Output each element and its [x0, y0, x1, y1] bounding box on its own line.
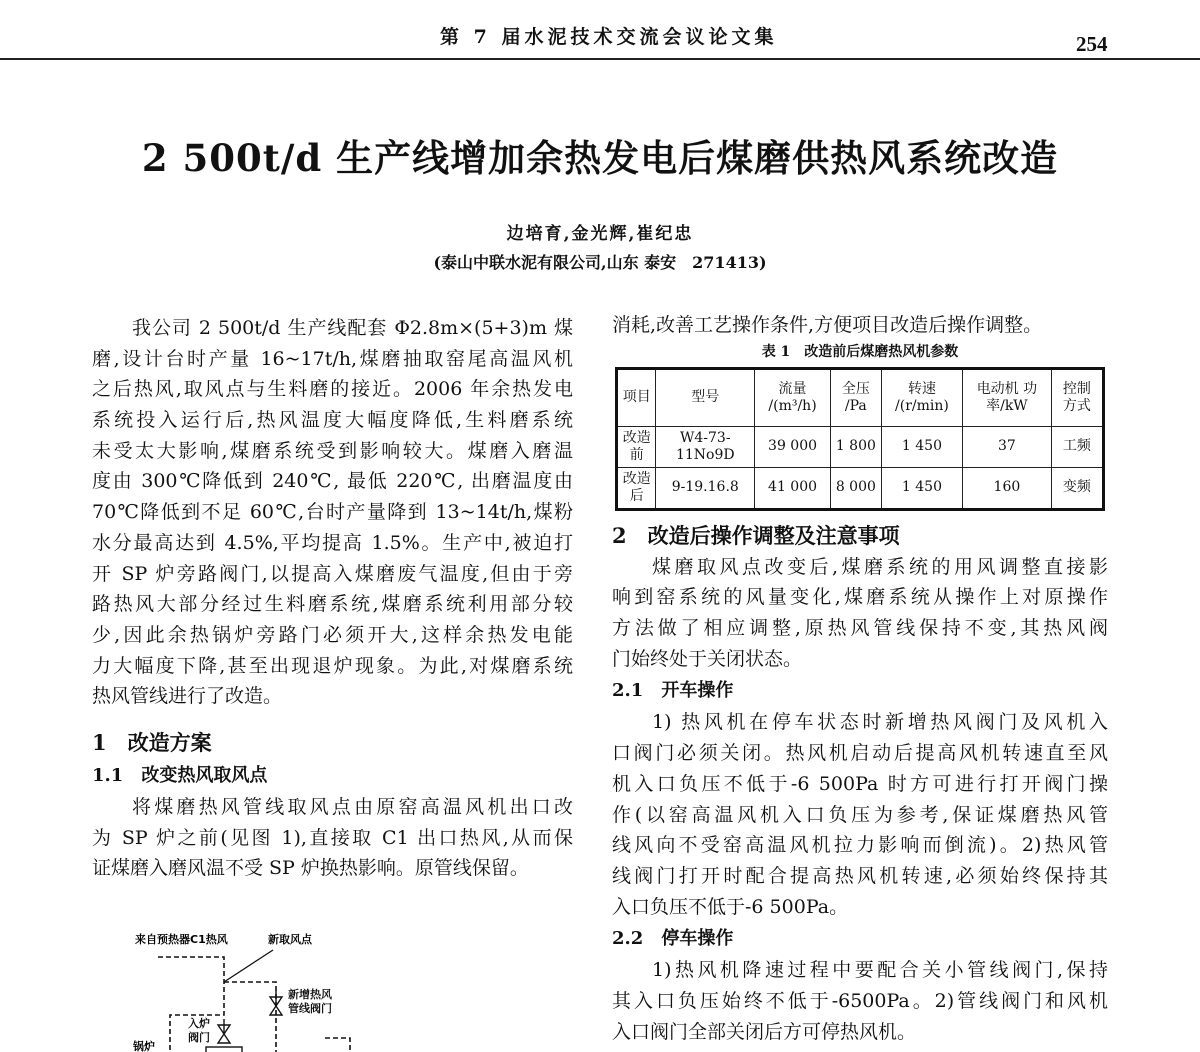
table-cell: 39 000 — [755, 426, 831, 467]
label-new-point: 新取风点 — [268, 933, 312, 946]
affiliation: (泰山中联水泥有限公司,山东 泰安 271413) — [433, 253, 767, 272]
figure-1-diagram — [100, 925, 400, 1052]
text-line: 为 SP 炉之前(见图 1),直接取 C1 出口热风,从而保 — [92, 826, 573, 849]
article-title: 2 500t/d 生产线增加余热发电后煤磨供热风系统改造 — [141, 136, 1059, 180]
text-line: 之后热风,取风点与生料磨的接近。2006 年余热发电 — [92, 378, 573, 401]
subsection-heading: 1.1 改变热风取风点 — [92, 764, 268, 786]
section-heading: 2 改造后操作调整及注意事项 — [612, 522, 900, 548]
pointer-line — [224, 950, 273, 982]
text-line: 水分最高达到 4.5%,平均提高 1.5%。生产中,被迫打 — [92, 531, 573, 554]
column-header: 控制 方式 — [1051, 368, 1103, 426]
table-caption: 表 1 改造前后煤磨热风机参数 — [761, 343, 959, 360]
text-line: 未受太大影响,煤磨系统受到影响较大。煤磨入磨温 — [92, 439, 573, 462]
text-line: 线阀门打开时配合提高热风机转速,必须始终保持其 — [612, 864, 1108, 887]
running-header — [0, 18, 1200, 58]
text-line: 力大幅度下降,甚至出现退炉现象。为此,对煤磨系统 — [92, 654, 573, 677]
table-header-row — [617, 368, 1104, 426]
text-line: 口阀门必须关闭。热风机启动后提高风机转速直至风 — [612, 742, 1108, 765]
label-furnace-valve: 入炉阀门 — [188, 1017, 210, 1044]
table-cell: 37 — [963, 426, 1052, 467]
table-cell: 160 — [963, 467, 1052, 509]
table-cell: 9-19.16.8 — [656, 467, 755, 509]
text-line: 度由 300℃降低到 240℃, 最低 220℃, 出磨温度由 — [92, 470, 573, 493]
header-rule — [0, 58, 1200, 60]
text-line: 煤磨取风点改变后,煤磨系统的用风调整直接影 — [652, 555, 1108, 578]
journal-title: 第 7 届水泥技术交流会议论文集 — [440, 26, 778, 48]
text-line: 系统投入运行后,热风温度大幅度降低,生料磨系统 — [92, 409, 573, 432]
column-header: 流量 /(m³/h) — [755, 368, 831, 426]
column-header: 转速 /(r/min) — [881, 368, 962, 426]
text-line: 1)热风机降速过程中要配合关小管线阀门,保持 — [652, 959, 1108, 982]
table-cell: 1 450 — [881, 426, 962, 467]
text-line: 消耗,改善工艺操作条件,方便项目改造后操作调整。 — [612, 314, 1043, 336]
text-line: 其入口负压始终不低于-6500Pa。2)管线阀门和风机 — [612, 989, 1108, 1012]
table-cell: 1 800 — [830, 426, 881, 467]
text-line: 方法做了相应调整,原热风管线保持不变,其热风阀 — [612, 617, 1108, 640]
label-boiler: 锅炉 — [133, 1040, 155, 1052]
text-line: 磨,设计台时产量 16~17t/h,煤磨抽取窑尾高温风机 — [92, 347, 573, 370]
table-1 — [612, 341, 1108, 511]
table-row — [617, 426, 1104, 467]
text-line: 我公司 2 500t/d 生产线配套 Φ2.8m×(5+3)m 煤 — [132, 317, 573, 339]
authors: 边培育,金光辉,崔纪忠 — [506, 224, 694, 244]
table-cell: 改造前 — [617, 426, 656, 467]
text-line: 1) 热风机在停车状态时新增热风阀门及风机入 — [652, 711, 1108, 734]
left-column — [92, 313, 573, 884]
text-line: 门始终处于关闭状态。 — [612, 647, 803, 670]
right-column — [612, 310, 1108, 1047]
table-cell: 改造后 — [617, 467, 656, 509]
text-line: 开 SP 炉旁路阀门,以提高入煤磨废气温度,但由于旁 — [92, 562, 573, 585]
text-line: 热风管线进行了改造。 — [92, 685, 283, 708]
label-furnace-valve-wrap — [188, 1017, 218, 1049]
text-line: 证煤磨入磨风温不受 SP 炉换热影响。原管线保留。 — [92, 857, 529, 880]
text-line: 70℃降低到不足 60℃,台时产量降到 13~14t/h,煤粉 — [92, 501, 573, 524]
section-heading: 1 改造方案 — [92, 729, 212, 755]
column-header: 全压 /Pa — [830, 368, 881, 426]
subsection-heading: 2.1 开车操作 — [612, 680, 734, 702]
column-header: 型号 — [656, 368, 755, 426]
text-line: 入口阀门全部关闭后方可停热风机。 — [612, 1020, 917, 1043]
table-row — [617, 467, 1104, 509]
table-cell: 变频 — [1051, 467, 1103, 509]
column-header: 项目 — [617, 368, 656, 426]
page-number: 254 — [1076, 32, 1108, 56]
parameters-table — [615, 367, 1105, 511]
table-cell: W4-73-11No9D — [656, 426, 755, 467]
column-header: 电动机 功率/kW — [963, 368, 1052, 426]
text-line: 线风向不受窑高温风机拉力影响而倒流)。2)热风管 — [612, 834, 1108, 857]
text-line: 入口负压不低于-6 500Pa。 — [612, 895, 849, 918]
label-source: 来自预热器C1热风 — [135, 933, 228, 946]
text-line: 将煤磨热风管线取风点由原窑高温风机出口改 — [132, 795, 573, 818]
text-line: 路热风大部分经过生料磨系统,煤磨系统利用部分较 — [92, 593, 573, 616]
label-new-valve: 新增热风管线阀门 — [288, 988, 332, 1015]
table-cell: 1 450 — [881, 467, 962, 509]
text-line: 少,因此余热锅炉旁路门必须开大,这样余热发电能 — [92, 623, 573, 646]
text-line: 响到窑系统的风量变化,煤磨系统从操作上对原操作 — [612, 586, 1108, 609]
subsection-heading: 2.2 停车操作 — [612, 928, 734, 950]
text-line: 机入口负压不低于-6 500Pa 时方可进行打开阀门操 — [612, 772, 1108, 795]
text-line: 作(以窑高温风机入口负压为参考,保证煤磨热风管 — [612, 803, 1108, 826]
table-cell: 41 000 — [755, 467, 831, 509]
label-new-valve-wrap — [288, 988, 344, 1020]
table-cell: 工频 — [1051, 426, 1103, 467]
valve-icon — [218, 1019, 230, 1043]
table-cell: 8 000 — [830, 467, 881, 509]
